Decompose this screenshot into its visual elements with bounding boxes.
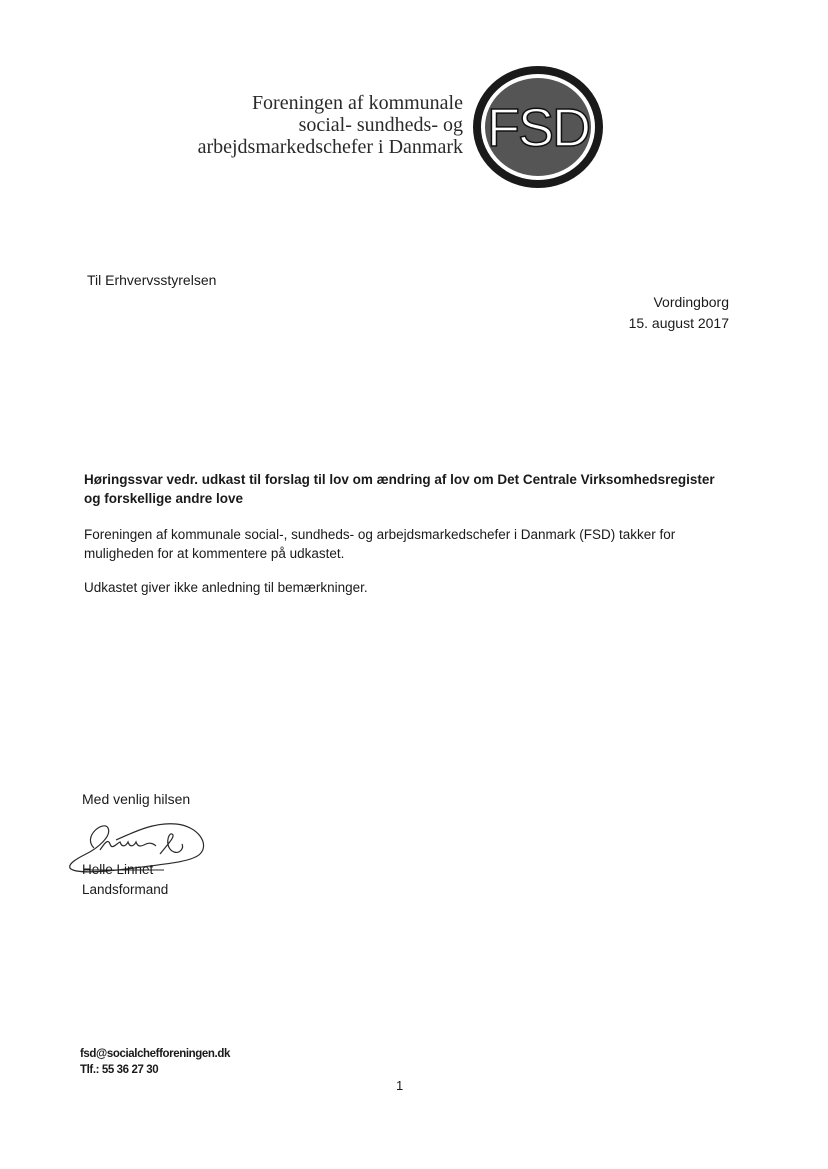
footer <box>80 1046 230 1078</box>
footer-email[interactable]: fsd@socialchefforeningen.dk <box>80 1048 230 1060</box>
page-number: 1 <box>396 1078 404 1093</box>
letterhead-line-1: Foreningen af kommunale <box>251 92 463 114</box>
subject-heading: Høringssvar vedr. udkast til forslag til lov om ændring af lov om Det Centrale Virksomhedsregister og forskellige andre love <box>84 472 715 506</box>
recipient: Til Erhvervsstyrelsen <box>87 272 217 288</box>
signer-name: Helle Linnet <box>82 862 154 877</box>
logo-text: FSD <box>487 98 589 158</box>
letterhead <box>198 92 463 158</box>
body-paragraph: Foreningen af kommunale social-, sundheds- og arbejdsmarkedschefer i Danmark (FSD) takker for muligheden for at kommentere på udkastet. <box>84 527 676 561</box>
footer-phone: Tlf.: 55 36 27 30 <box>80 1064 159 1076</box>
place-date <box>629 292 729 334</box>
closing: Med venlig hilsen <box>82 791 191 807</box>
fsd-logo <box>471 64 605 190</box>
signer-title: Landsformand <box>82 882 169 897</box>
date: 15. august 2017 <box>628 315 729 331</box>
letterhead-line-2: social- sundheds- og <box>298 114 463 136</box>
place: Vordingborg <box>653 294 729 310</box>
body-paragraph: Udkastet giver ikke anledning til bemærkninger. <box>84 580 368 595</box>
letterhead-line-3: arbejdsmarkedschefer i Danmark <box>197 136 463 158</box>
